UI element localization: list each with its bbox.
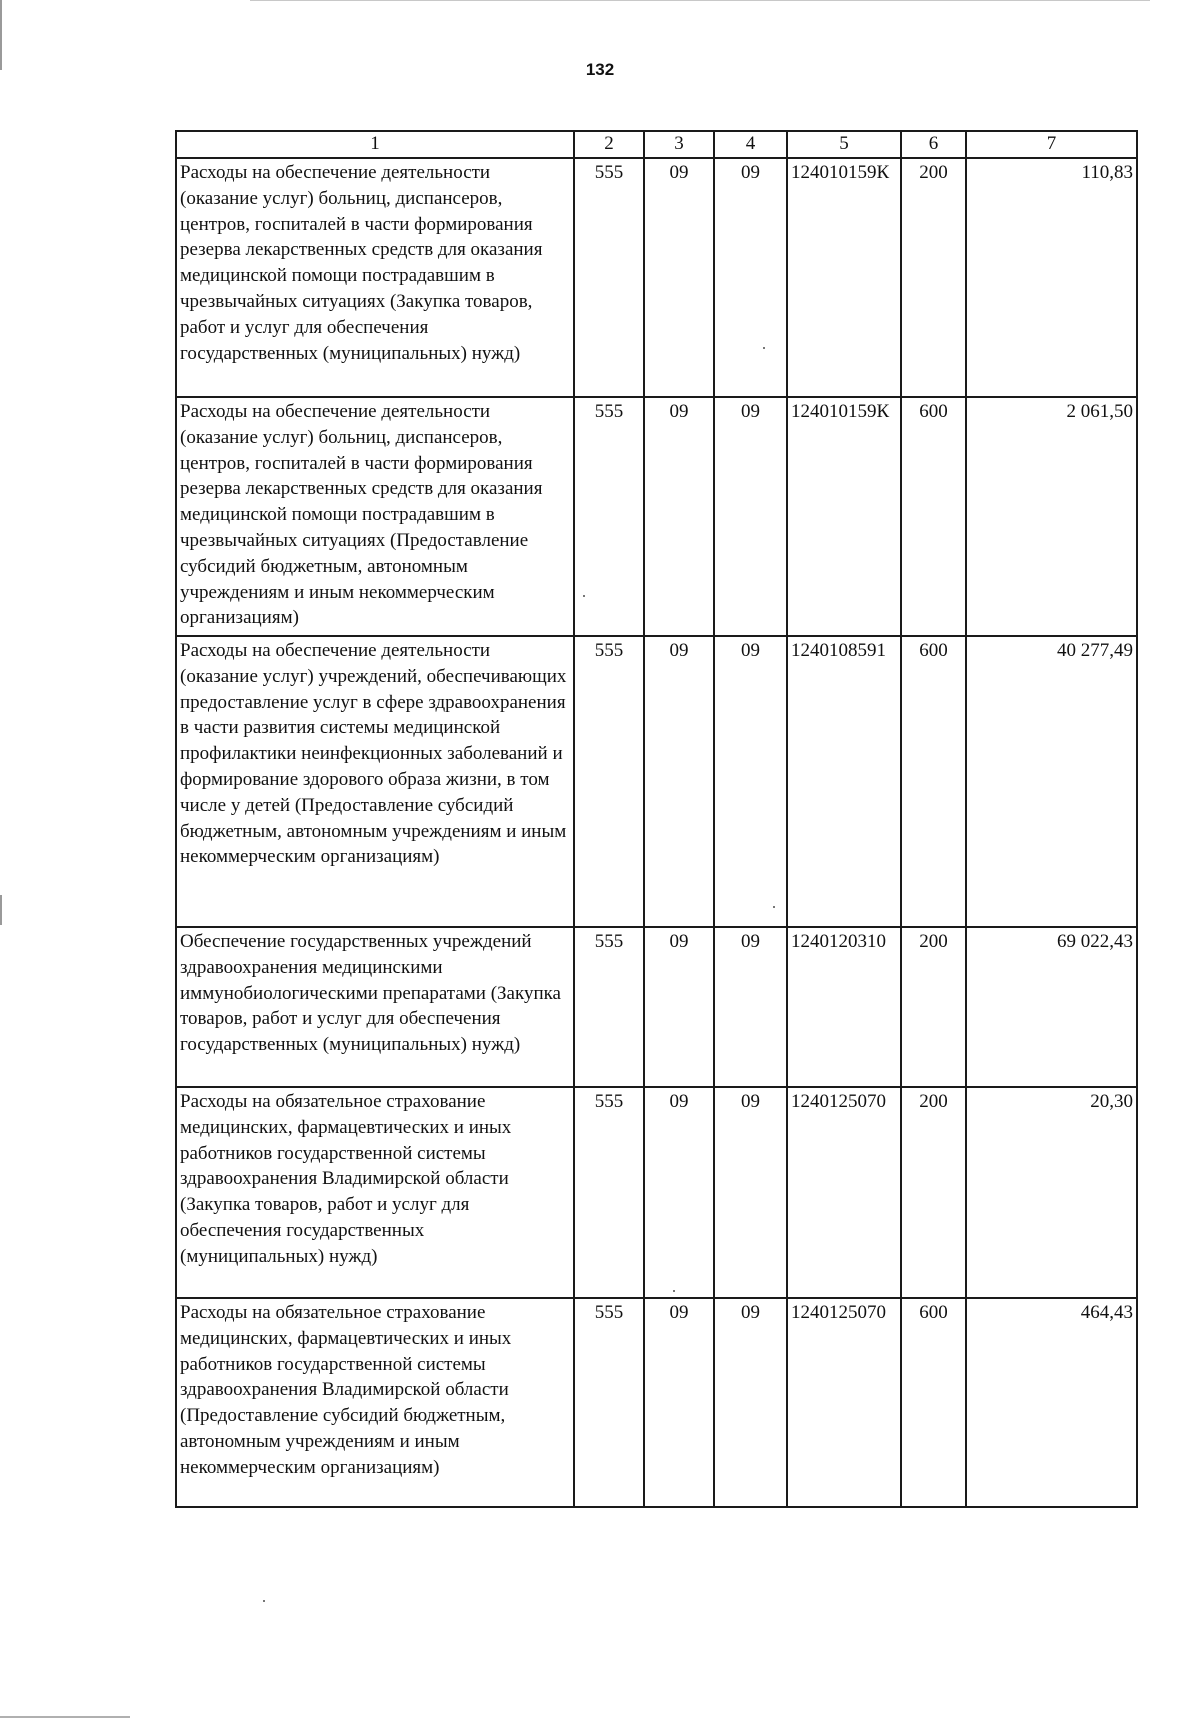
row-description: Расходы на обеспечение деятельности (оказание услуг) больниц, диспансеров, центров, госпиталей в части формирования резерва лекарственных средств для оказания медицинской помощи пострадавшим в чрезвычайных ситуациях (Предоставление субсидий бюджетным, автономным учреждениям и иным некоммерческим организациям) bbox=[176, 397, 574, 636]
row-col6: 600 bbox=[901, 397, 966, 636]
row-col4: 09 bbox=[714, 1298, 787, 1507]
row-col7: 464,43 bbox=[966, 1298, 1137, 1507]
row-description: Расходы на обеспечение деятельности (оказание услуг) учреждений, обеспечивающих предоставление услуг в сфере здравоохранения в части развития системы медицинской профилактики неинфекционных заболеваний и формирование здорового образа жизни, в том числе у детей (Предоставление субсидий бюджетным, автономным учреждениям и иным некоммерческим организациям) bbox=[176, 636, 574, 927]
row-col3: 09 bbox=[644, 927, 714, 1087]
row-col2: 555 bbox=[574, 1087, 644, 1298]
row-col5: 124010159К bbox=[787, 158, 901, 397]
row-col6: 200 bbox=[901, 1087, 966, 1298]
scan-speck bbox=[773, 906, 775, 908]
row-col5: 1240120310 bbox=[787, 927, 901, 1087]
row-col5: 1240125070 bbox=[787, 1087, 901, 1298]
table-row bbox=[176, 636, 1137, 927]
scan-edge-top bbox=[250, 0, 1150, 1]
scan-speck bbox=[583, 595, 585, 597]
row-col6: 200 bbox=[901, 927, 966, 1087]
row-col5: 1240108591 bbox=[787, 636, 901, 927]
scan-speck bbox=[263, 1600, 265, 1602]
row-col4: 09 bbox=[714, 397, 787, 636]
row-col6: 200 bbox=[901, 158, 966, 397]
scan-speck bbox=[763, 347, 765, 349]
row-col3: 09 bbox=[644, 397, 714, 636]
scan-edge-bottom bbox=[0, 1716, 130, 1718]
row-col5: 1240125070 bbox=[787, 1298, 901, 1507]
row-col6: 600 bbox=[901, 636, 966, 927]
row-col7: 69 022,43 bbox=[966, 927, 1137, 1087]
row-description: Расходы на обязательное страхование медицинских, фармацевтических и иных работников государственной системы здравоохранения Владимирской области (Закупка товаров, работ и услуг для обеспечения государственных (муниципальных) нужд) bbox=[176, 1087, 574, 1298]
scan-speck bbox=[673, 1290, 675, 1292]
row-col7: 110,83 bbox=[966, 158, 1137, 397]
row-col3: 09 bbox=[644, 1087, 714, 1298]
row-col3: 09 bbox=[644, 1298, 714, 1507]
header-row bbox=[176, 131, 1137, 158]
row-col2: 555 bbox=[574, 927, 644, 1087]
budget-table bbox=[175, 130, 1138, 1508]
header-cell: 7 bbox=[966, 131, 1137, 158]
row-col4: 09 bbox=[714, 927, 787, 1087]
table-row bbox=[176, 1087, 1137, 1298]
header-cell: 4 bbox=[714, 131, 787, 158]
row-col6: 600 bbox=[901, 1298, 966, 1507]
table-row bbox=[176, 397, 1137, 636]
page-number: 132 bbox=[585, 60, 615, 79]
table-row bbox=[176, 1298, 1137, 1507]
row-col5: 124010159К bbox=[787, 397, 901, 636]
header-cell: 1 bbox=[176, 131, 574, 158]
header-cell: 3 bbox=[644, 131, 714, 158]
row-col2: 555 bbox=[574, 636, 644, 927]
row-col7: 40 277,49 bbox=[966, 636, 1137, 927]
row-description: Расходы на обеспечение деятельности (оказание услуг) больниц, диспансеров, центров, госпиталей в части формирования резерва лекарственных средств для оказания медицинской помощи пострадавшим в чрезвычайных ситуациях (Закупка товаров, работ и услуг для обеспечения государственных (муниципальных) нужд) bbox=[176, 158, 574, 397]
row-description: Расходы на обязательное страхование медицинских, фармацевтических и иных работников государственной системы здравоохранения Владимирской области (Предоставление субсидий бюджетным, автономным учреждениям и иным некоммерческим организациям) bbox=[176, 1298, 574, 1507]
row-col7: 2 061,50 bbox=[966, 397, 1137, 636]
table-row bbox=[176, 158, 1137, 397]
header-cell: 5 bbox=[787, 131, 901, 158]
row-col2: 555 bbox=[574, 1298, 644, 1507]
row-col4: 09 bbox=[714, 636, 787, 927]
header-cell: 6 bbox=[901, 131, 966, 158]
table-row bbox=[176, 927, 1137, 1087]
header-cell: 2 bbox=[574, 131, 644, 158]
scan-edge-left-middle bbox=[0, 895, 2, 925]
row-col2: 555 bbox=[574, 397, 644, 636]
row-col7: 20,30 bbox=[966, 1087, 1137, 1298]
row-col3: 09 bbox=[644, 636, 714, 927]
row-col3: 09 bbox=[644, 158, 714, 397]
row-col4: 09 bbox=[714, 158, 787, 397]
row-description: Обеспечение государственных учреждений здравоохранения медицинскими иммунобиологическими препаратами (Закупка товаров, работ и услуг для обеспечения государственных (муниципальных) нужд) bbox=[176, 927, 574, 1087]
row-col2: 555 bbox=[574, 158, 644, 397]
row-col4: 09 bbox=[714, 1087, 787, 1298]
